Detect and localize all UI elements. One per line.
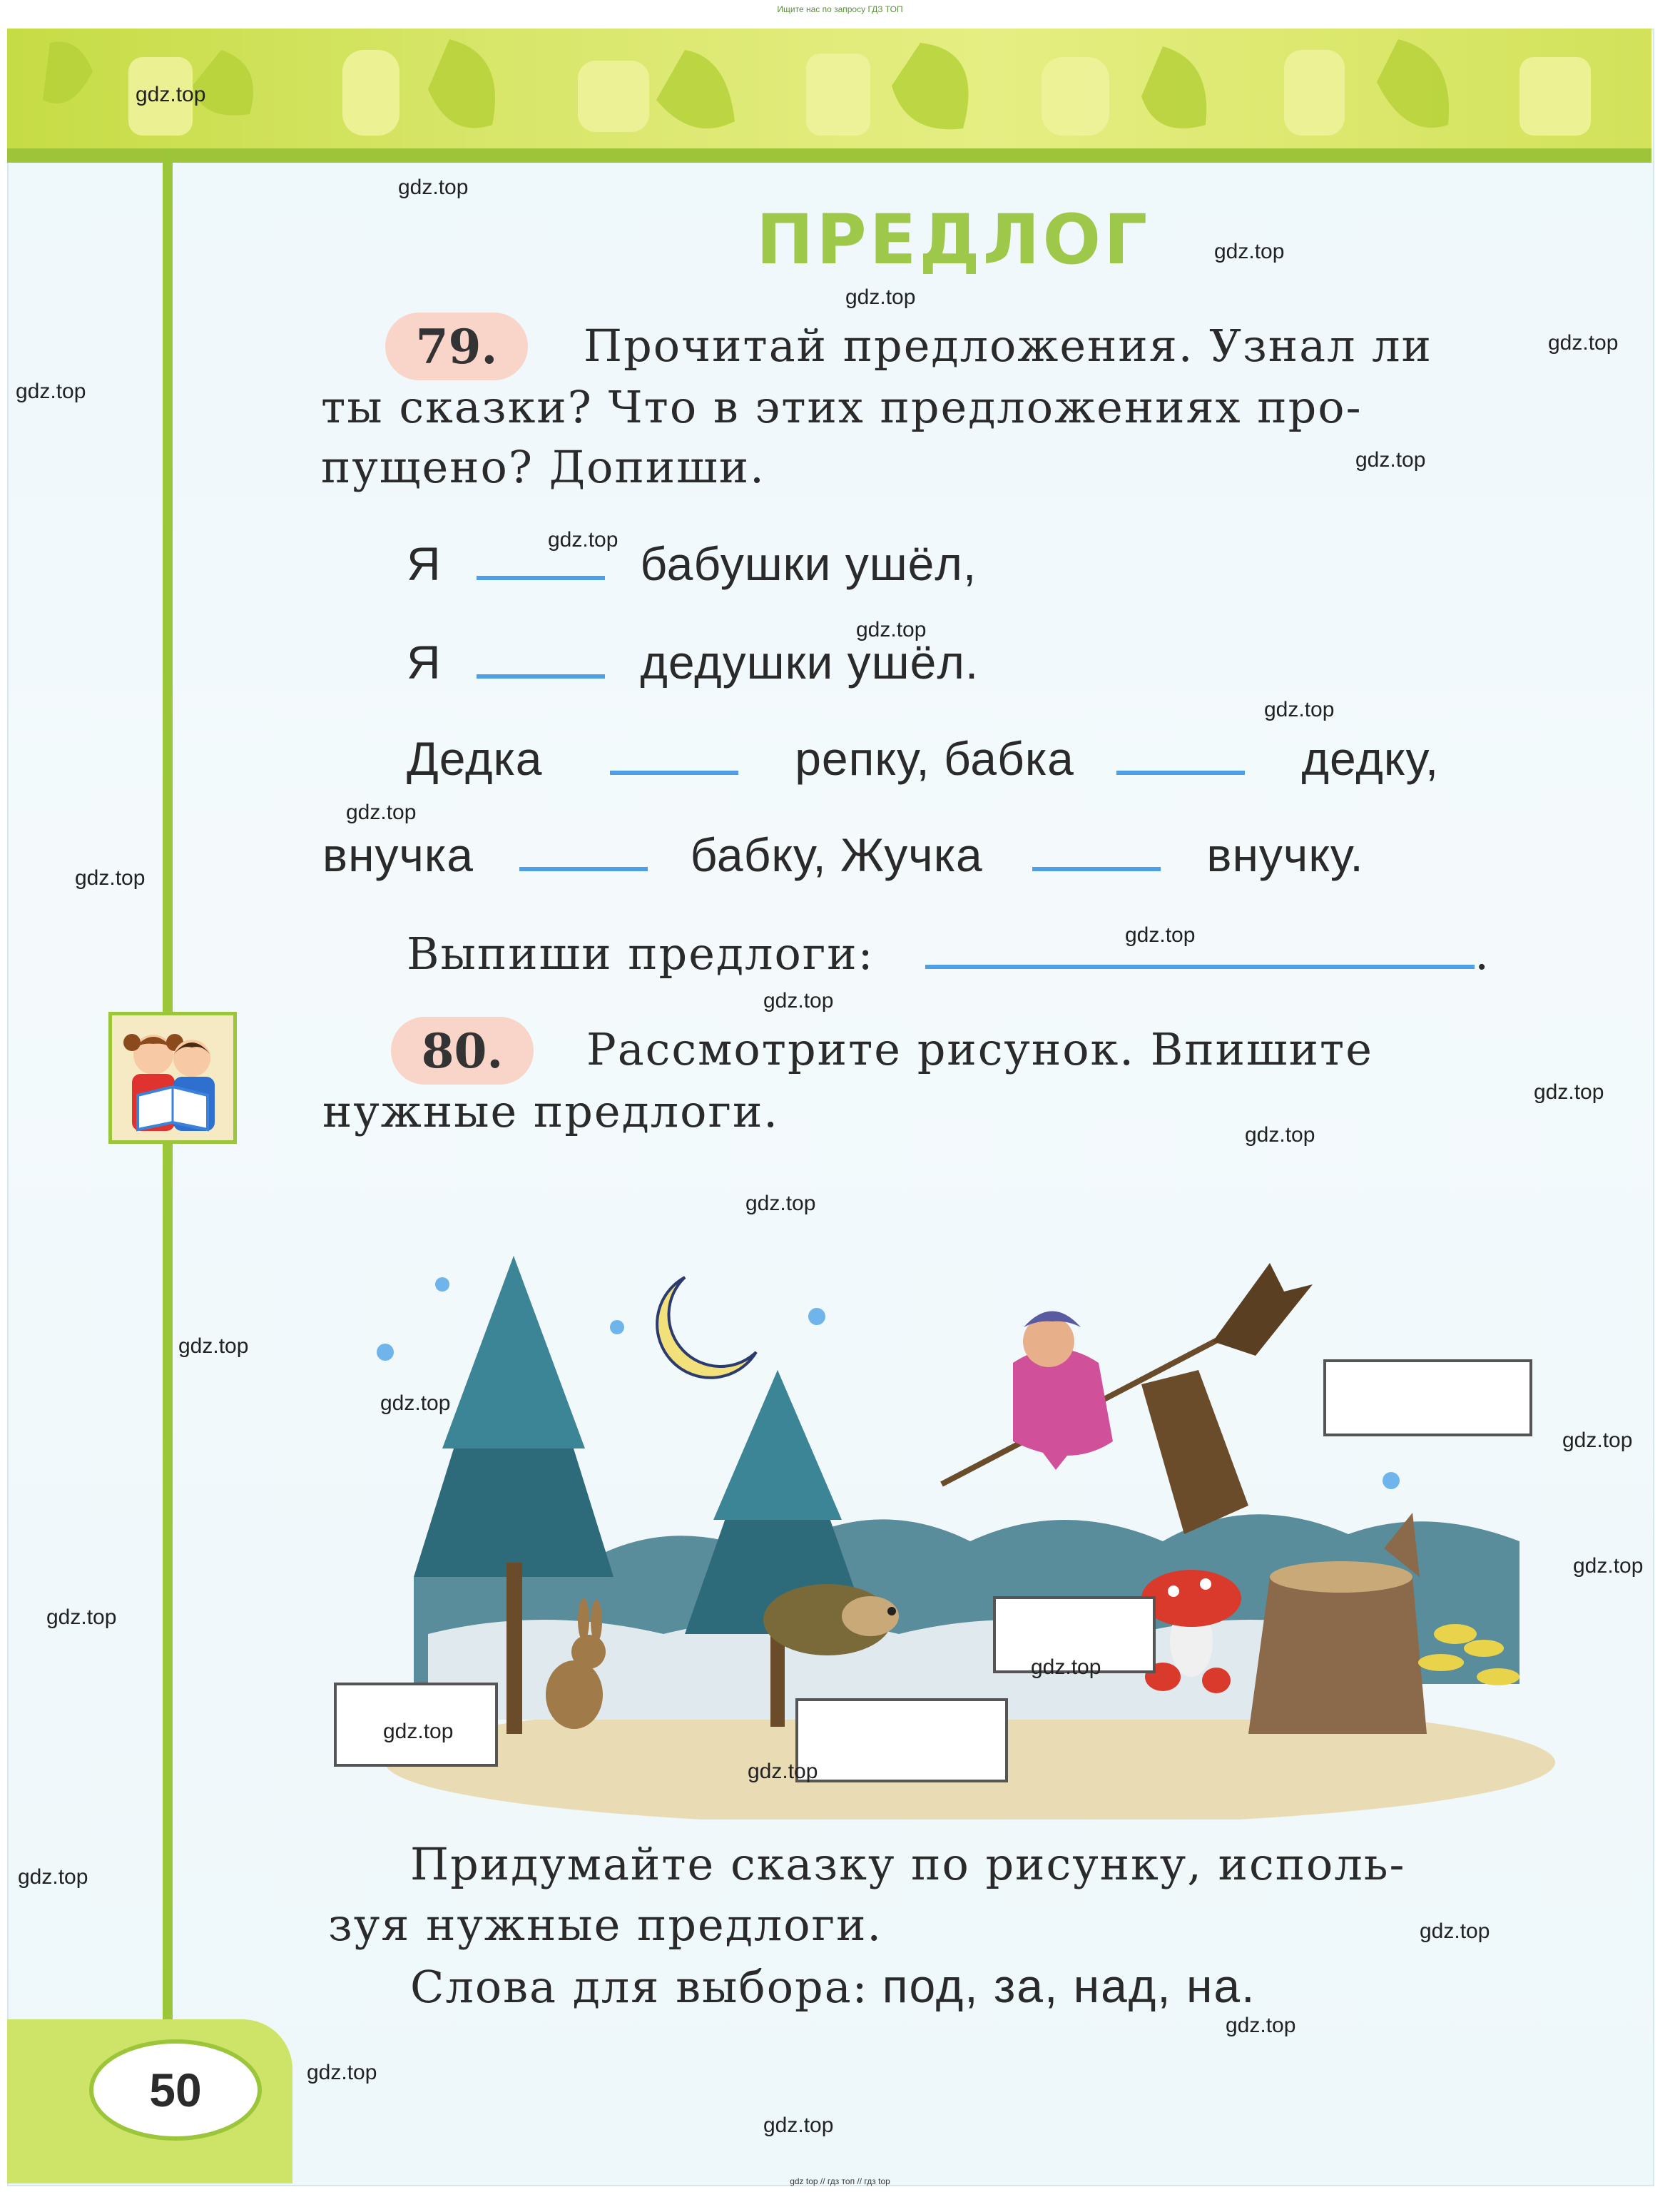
- watermark: gdz.top: [1226, 2014, 1296, 2037]
- page-number: 50: [89, 2039, 262, 2141]
- sentence-1-part-b: бабушки ушёл,: [640, 537, 977, 590]
- page-title: ПРЕДЛОГ: [756, 200, 1151, 280]
- header-band-border: [7, 148, 1651, 163]
- watermark: gdz.top: [136, 83, 206, 106]
- decorative-header-band: [7, 29, 1651, 161]
- watermark: gdz.top: [346, 801, 417, 824]
- exercise-79-instruction-line2: ты сказки? Что в этих предложениях про-: [321, 381, 1363, 433]
- sentence-2: [407, 635, 979, 689]
- sentence-3-part-c: дедку,: [1301, 732, 1440, 785]
- write-out-label: Выпиши предлоги:: [407, 928, 875, 980]
- sentence-4-part-c: внучку.: [1206, 828, 1364, 881]
- blank-4[interactable]: [1116, 771, 1245, 775]
- exercise-80-task-line1: Придумайте сказку по рисунку, исполь-: [410, 1838, 1406, 1890]
- word-choice-label: Слова для выбора:: [410, 1961, 869, 2013]
- top-note: Ищите нас по запросу ГДЗ ТОП: [777, 4, 903, 14]
- watermark: gdz.top: [856, 618, 927, 641]
- watermark: gdz.top: [46, 1605, 117, 1629]
- watermark: gdz.top: [1125, 923, 1196, 947]
- exercise-79-instruction-line3: пущено? Допиши.: [321, 441, 765, 493]
- word-choice-line: [410, 1955, 1256, 2019]
- sentence-4-part-a: внучка: [322, 828, 474, 881]
- watermark: gdz.top: [75, 866, 146, 890]
- answer-box-over-witch[interactable]: [1323, 1359, 1532, 1436]
- watermark: gdz.top: [845, 285, 916, 309]
- word-choice-options: под, за, над, на.: [882, 1959, 1256, 2012]
- watermark: gdz.top: [178, 1334, 249, 1358]
- exercise-80-instruction-line2: нужные предлоги.: [322, 1085, 780, 1137]
- blank-6[interactable]: [1032, 867, 1161, 871]
- sentence-1: [407, 537, 977, 591]
- sentence-2-part-b: дедушки ушёл.: [640, 636, 979, 689]
- watermark: gdz.top: [745, 1192, 816, 1215]
- write-out-line: [407, 928, 1490, 980]
- exercise-80-task-line2: зуя нужные предлоги.: [328, 1899, 883, 1951]
- watermark: gdz.top: [1355, 448, 1426, 472]
- watermark: gdz.top: [1420, 1919, 1490, 1943]
- sentence-3-part-a: Дедка: [407, 732, 543, 785]
- answer-box-under-tree[interactable]: [795, 1698, 1008, 1782]
- watermark: gdz.top: [1534, 1080, 1604, 1104]
- sentence-2-part-a: Я: [407, 636, 442, 689]
- blank-5[interactable]: [519, 867, 648, 871]
- watermark: gdz.top: [1245, 1123, 1315, 1147]
- watermark: gdz.top: [398, 176, 469, 199]
- sentence-4-part-b: бабку, Жучка: [690, 828, 983, 881]
- sentence-3: [407, 731, 1439, 786]
- reading-kids-icon: [108, 1012, 237, 1144]
- watermark: gdz.top: [16, 380, 86, 403]
- sentence-3-part-b: репку, бабка: [795, 732, 1074, 785]
- watermark: gdz.top: [1573, 1554, 1644, 1578]
- watermark: gdz.top: [383, 1720, 454, 1743]
- watermark: gdz.top: [1031, 1655, 1101, 1679]
- watermark: gdz.top: [18, 1865, 88, 1889]
- watermark: gdz.top: [763, 989, 834, 1013]
- blank-3[interactable]: [610, 771, 738, 775]
- watermark: gdz.top: [548, 528, 618, 552]
- bottom-note: gdz top // гдз топ // гдз top: [790, 2176, 890, 2186]
- watermark: gdz.top: [307, 2061, 377, 2084]
- exercise-80-number: 80.: [391, 1017, 534, 1085]
- watermark: gdz.top: [380, 1391, 451, 1415]
- watermark: gdz.top: [748, 1760, 818, 1783]
- sentence-1-part-a: Я: [407, 537, 442, 590]
- exercise-79-number: 79.: [385, 313, 528, 380]
- exercise-79-instruction-line1: Прочитай предложения. Узнал ли: [584, 320, 1432, 372]
- watermark: gdz.top: [1214, 240, 1285, 263]
- watermark: gdz.top: [1562, 1429, 1633, 1452]
- blank-2[interactable]: [477, 674, 605, 679]
- blank-1[interactable]: [477, 576, 605, 580]
- alphabet-pattern-decoration: [7, 29, 1651, 161]
- watermark: gdz.top: [1264, 698, 1335, 721]
- exercise-80-instruction-line1: Рассмотрите рисунок. Впишите: [586, 1023, 1373, 1075]
- sentence-4: [322, 828, 1364, 882]
- write-out-end: .: [1475, 928, 1490, 980]
- blank-prepositions[interactable]: [925, 965, 1475, 969]
- watermark: gdz.top: [763, 2114, 834, 2137]
- watermark: gdz.top: [1548, 331, 1619, 355]
